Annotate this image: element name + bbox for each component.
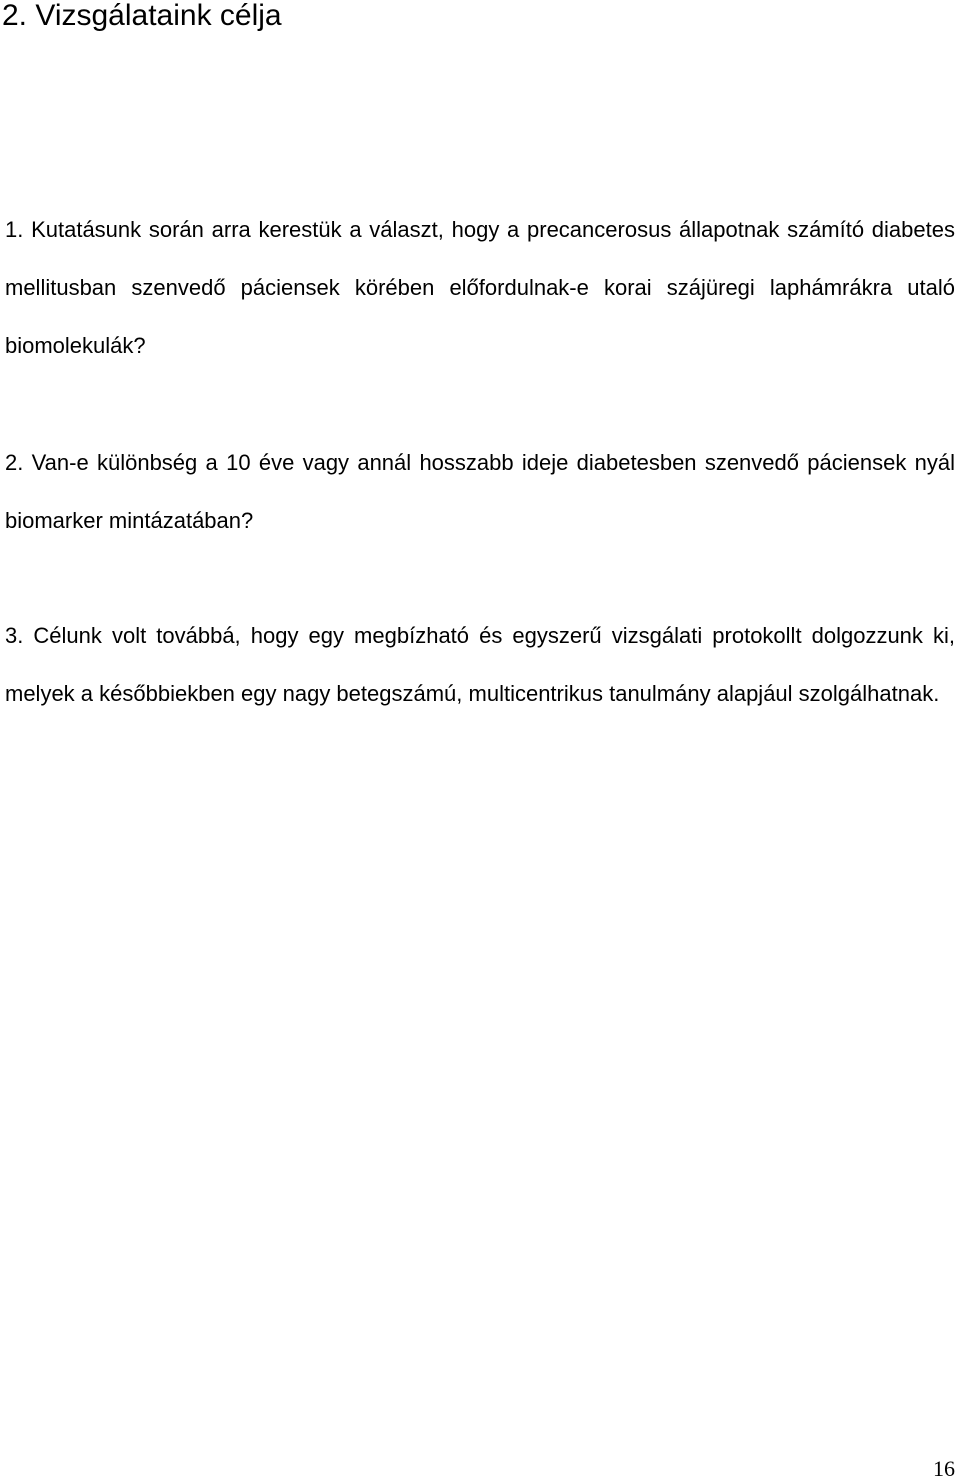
research-question-2: 2. Van-e különbség a 10 éve vagy annál hosszabb ideje diabetesben szenvedő páciensek nyál biomarker mintázatában? bbox=[5, 450, 955, 533]
research-aim-3: 3. Célunk volt továbbá, hogy egy megbízható és egyszerű vizsgálati protokollt dolgozzunk ki, melyek a későbbiekben egy nagy betegszámú, multicentrikus tanulmány alapjául szolgálhatnak. bbox=[5, 623, 955, 706]
page-number: 16 bbox=[933, 1456, 955, 1481]
research-question-1: 1. Kutatásunk során arra kerestük a választ, hogy a precancerosus állapotnak számító diabetes mellitusban szenvedő páciensek körében előfordulnak-e korai szájüregi laphámrákra utaló biomolekulák? bbox=[5, 217, 955, 358]
section-heading: 2. Vizsgálataink célja bbox=[2, 0, 282, 32]
